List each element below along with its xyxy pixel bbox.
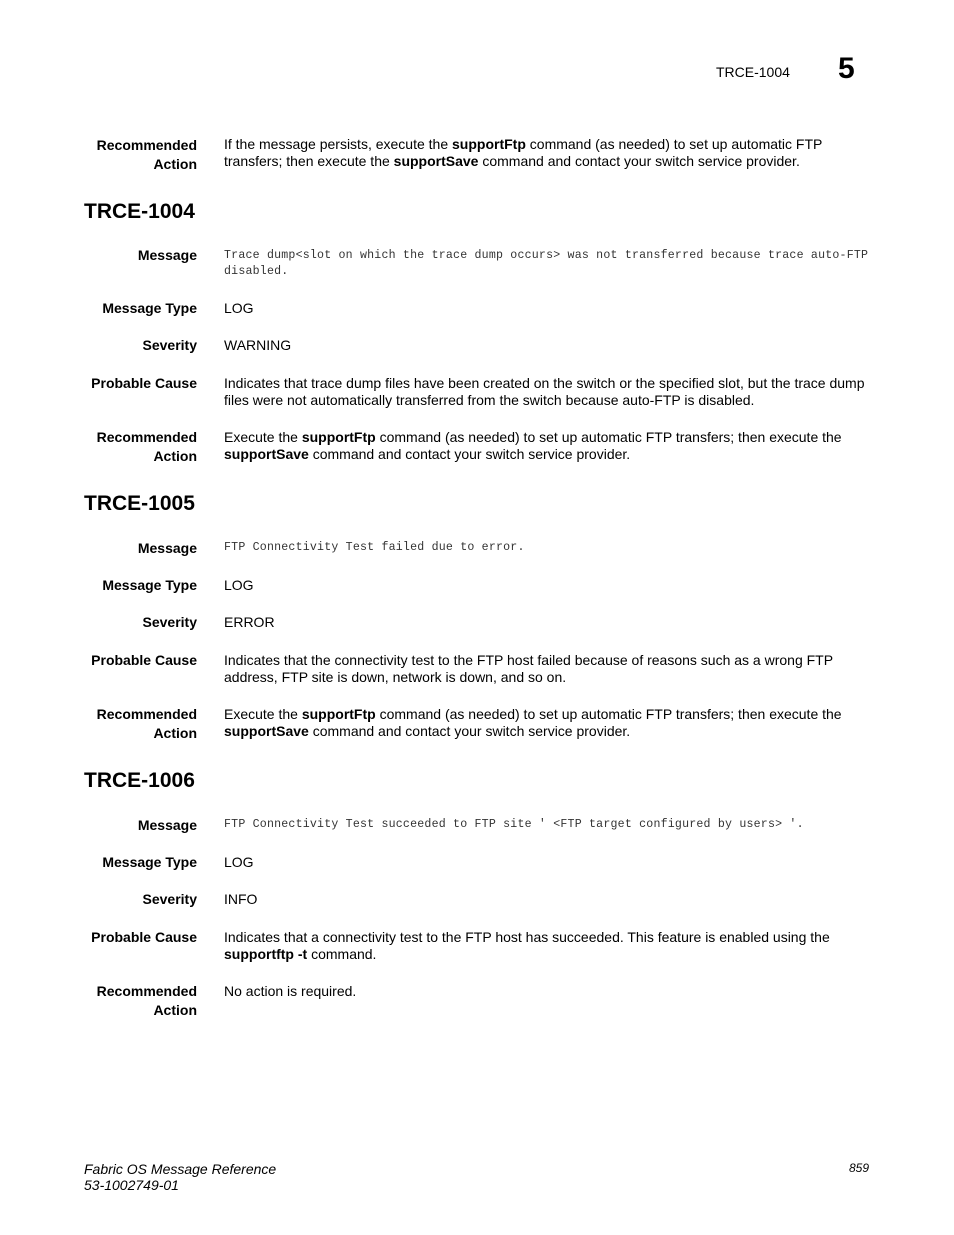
- field-label: Recommended Action: [96, 137, 197, 172]
- text: If the message persists, execute the: [224, 136, 453, 152]
- text: Execute the: [224, 429, 302, 445]
- command-name: supportFtp: [452, 136, 526, 152]
- page-number: 859: [849, 1161, 870, 1175]
- field-value: No action is required.: [224, 983, 357, 999]
- field-value: [224, 429, 874, 463]
- field-label: Message Type: [102, 577, 197, 593]
- field-label: Probable Cause: [91, 929, 197, 945]
- field-value: INFO: [224, 891, 258, 907]
- section-heading: TRCE-1006: [84, 769, 195, 792]
- field-label: Recommended Action: [96, 706, 197, 741]
- command-name: supportftp -t: [224, 946, 308, 962]
- section-heading: TRCE-1004: [84, 200, 195, 223]
- command-name: supportSave: [393, 153, 479, 169]
- text: command (as needed) to set up automatic FTP transfers; then execute the: [224, 136, 823, 169]
- chapter-number: 5: [838, 52, 855, 85]
- field-label: Message Type: [102, 300, 197, 316]
- running-head: TRCE-1004: [716, 64, 790, 80]
- field-label: Message: [137, 540, 197, 556]
- field-value: [224, 706, 874, 740]
- field-value: Indicates that trace dump files have been created on the switch or the specified slot, but the trace dump files were not automatically transferred from the switch because auto-FTP is disabled.: [224, 375, 865, 408]
- text: command and contact your switch service provider.: [308, 723, 631, 739]
- message-text: FTP Connectivity Test failed due to error.: [224, 541, 525, 554]
- footer-doc-info: [84, 1161, 276, 1193]
- field-label: Probable Cause: [91, 652, 197, 668]
- field-label: Probable Cause: [91, 375, 197, 391]
- field-label: Message: [137, 817, 197, 833]
- field-label: Severity: [142, 891, 197, 907]
- text: command and contact your switch service provider.: [478, 153, 800, 169]
- field-label: Recommended Action: [96, 429, 197, 464]
- text: Indicates that a connectivity test to the FTP host has succeeded. This feature is enabled using the: [224, 929, 830, 945]
- field-value: LOG: [224, 577, 254, 593]
- field-label: Severity: [142, 337, 197, 353]
- field-value: LOG: [224, 300, 254, 316]
- text: command.: [307, 946, 377, 962]
- field-label: Message: [137, 247, 197, 263]
- field-label: Recommended Action: [96, 983, 197, 1018]
- field-value: [224, 929, 874, 963]
- command-name: supportFtp: [301, 706, 376, 722]
- text: command (as needed) to set up automatic FTP transfers; then execute the: [375, 706, 842, 722]
- command-name: supportSave: [224, 723, 309, 739]
- text: command (as needed) to set up automatic FTP transfers; then execute the: [375, 429, 842, 445]
- command-name: supportFtp: [301, 429, 376, 445]
- section-heading: TRCE-1005: [84, 492, 195, 515]
- text: Execute the: [224, 706, 302, 722]
- command-name: supportSave: [224, 446, 309, 462]
- field-value: ERROR: [224, 614, 275, 630]
- message-text: FTP Connectivity Test succeeded to FTP site ' <FTP target configured by users> '.: [224, 818, 804, 831]
- field-label: Severity: [142, 614, 197, 630]
- field-value: [224, 136, 874, 170]
- field-value: LOG: [224, 854, 254, 870]
- field-label: Message Type: [102, 854, 197, 870]
- text: command and contact your switch service provider.: [308, 446, 631, 462]
- footer-doc-number: 53-1002749-01: [84, 1177, 179, 1193]
- footer-title: Fabric OS Message Reference: [84, 1161, 277, 1177]
- field-value: Indicates that the connectivity test to the FTP host failed because of reasons such as a wrong FTP address, FTP site is down, network is down, and so on.: [224, 652, 833, 685]
- field-value: WARNING: [224, 337, 292, 353]
- message-text: Trace dump<slot on which the trace dump occurs> was not transferred because trace auto-FTP disabled.: [224, 249, 869, 278]
